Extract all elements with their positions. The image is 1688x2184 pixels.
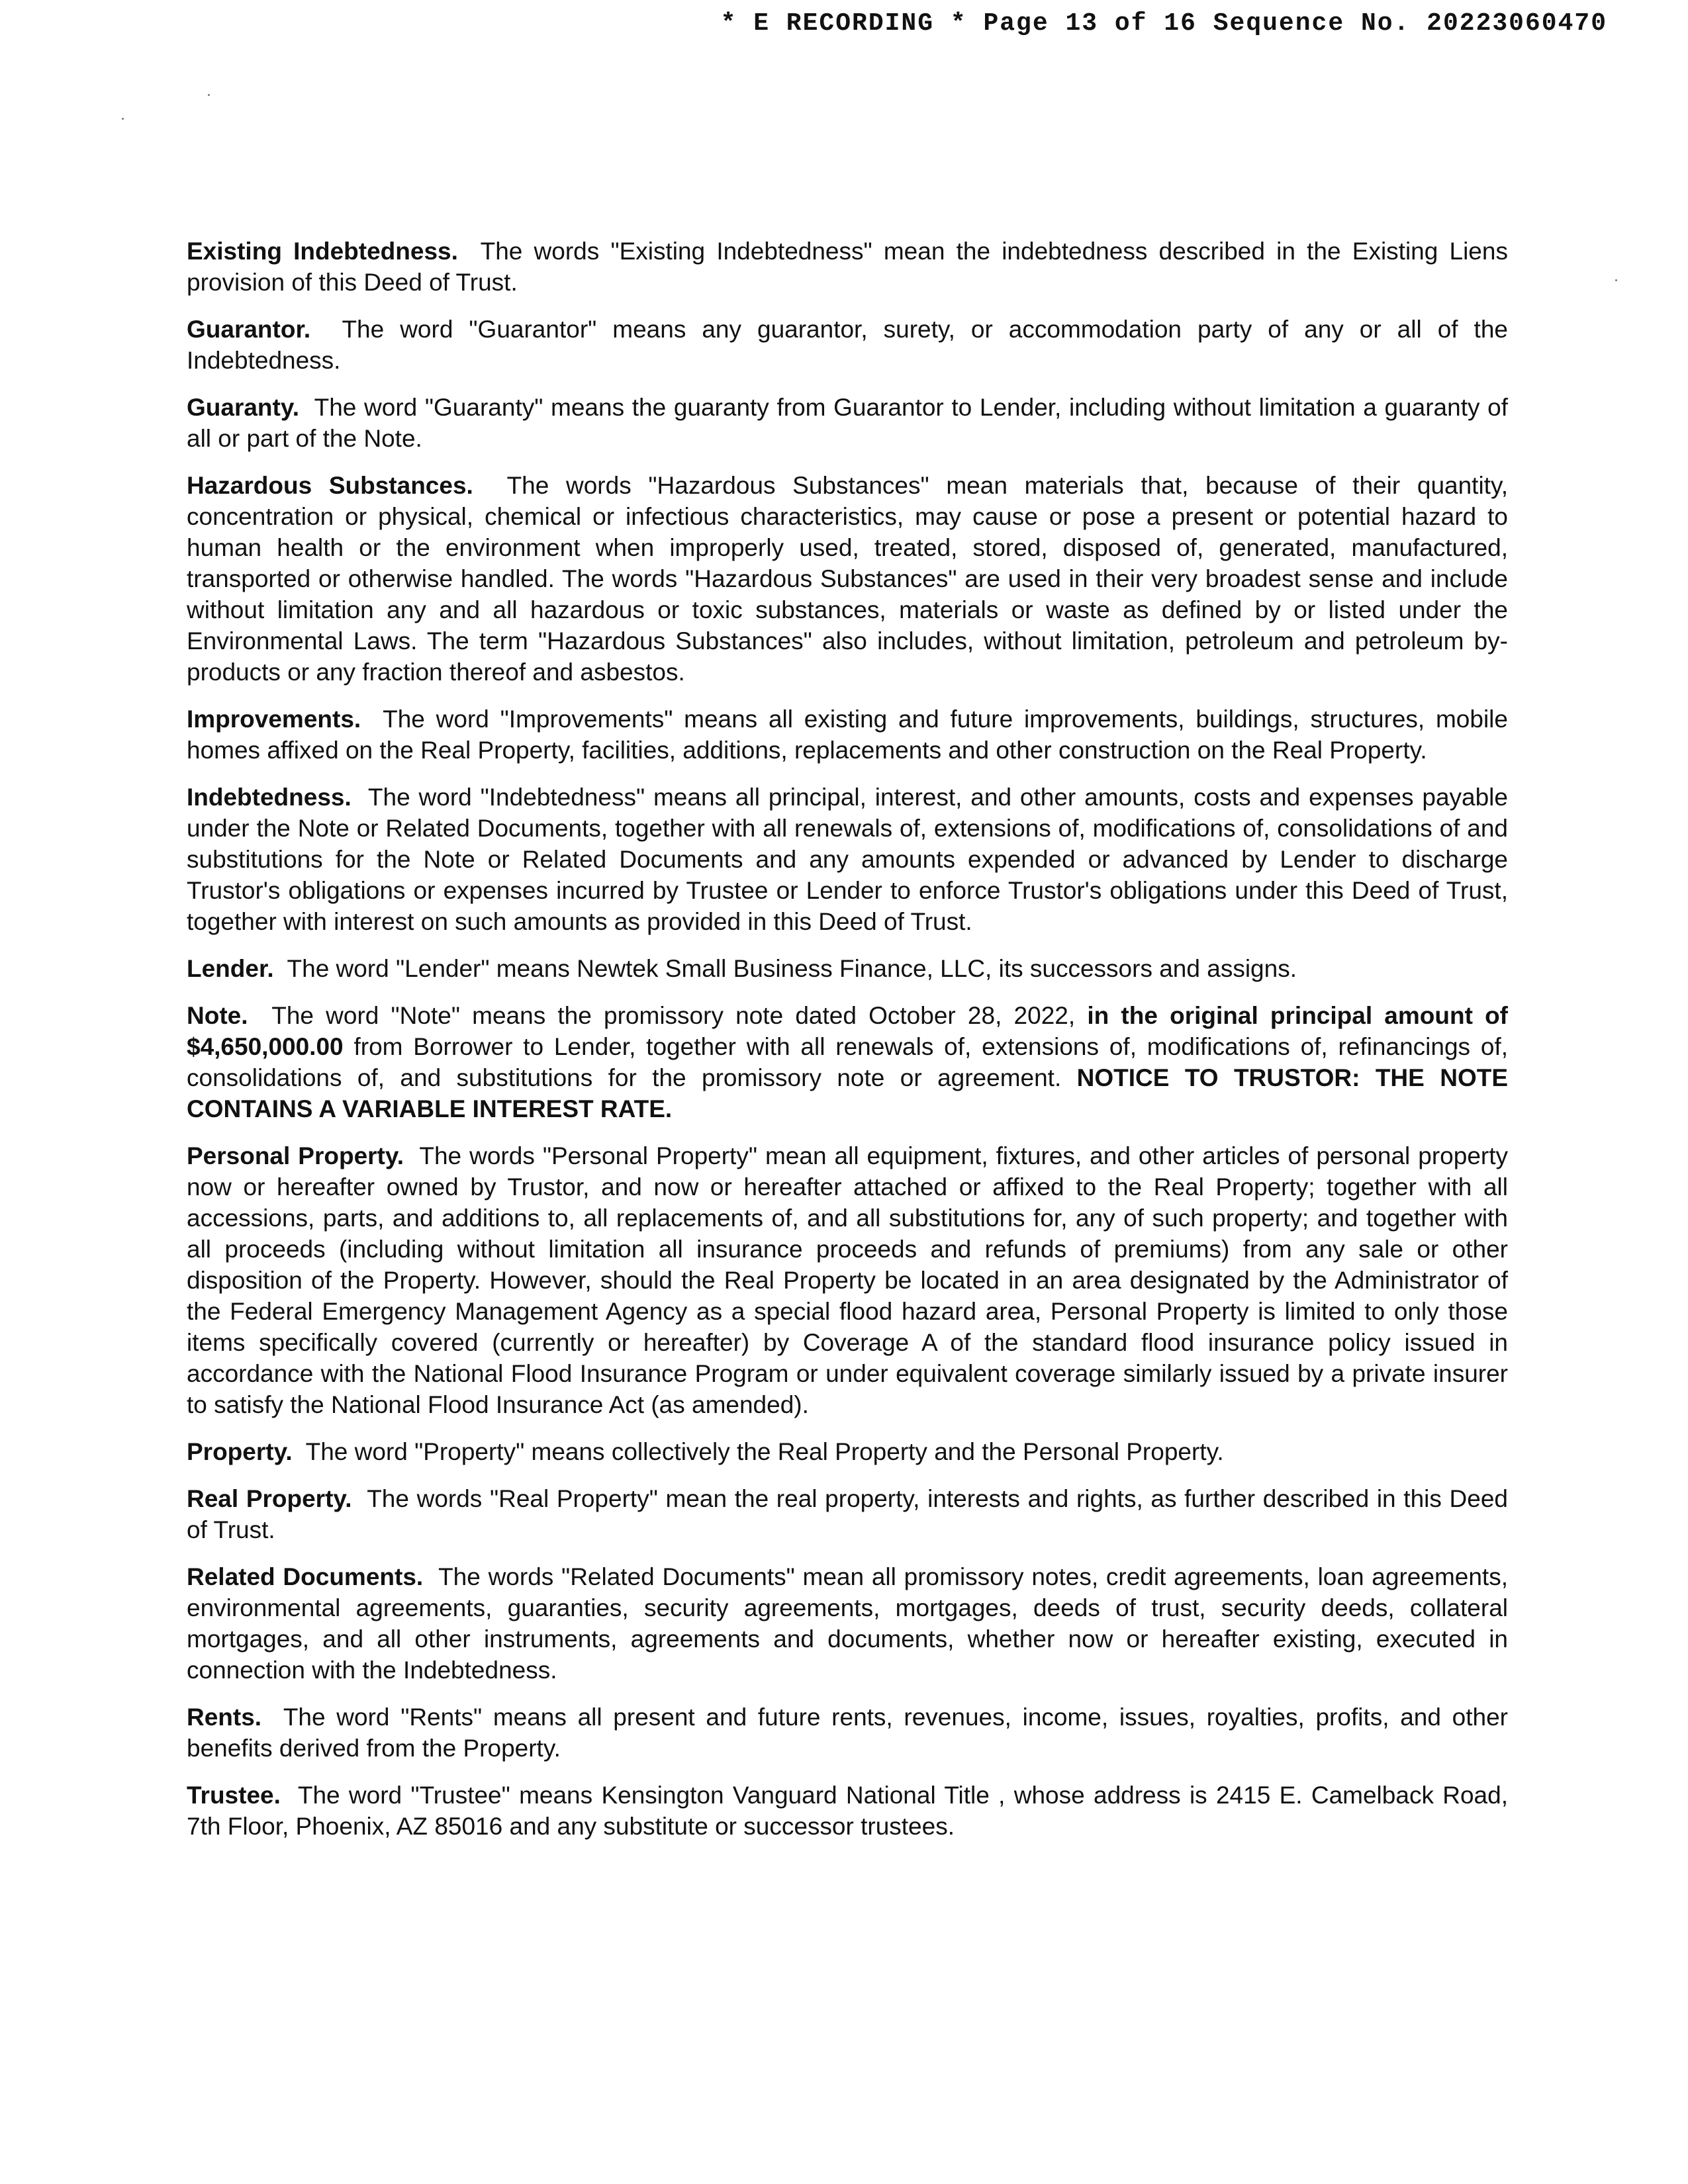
principal-amount-text: in the original principal amount of $4,650,000.00 <box>187 1002 1509 1060</box>
definition-term: Guarantor. <box>187 316 311 343</box>
definition-term: Rents. <box>187 1704 262 1731</box>
scan-speck <box>122 118 124 120</box>
scan-speck <box>208 94 210 96</box>
definition-text: The words "Real Property" mean the real property, interests and rights, as further described in this Deed of Trust. <box>187 1485 1508 1543</box>
definition-term: Related Documents. <box>187 1563 424 1590</box>
scan-speck <box>1615 279 1617 281</box>
definition-term: Note. <box>187 1002 248 1029</box>
definition-text: The word "Improvements" means all existing and future improvements, buildings, structures, mobile homes affixed on the Real Property, facilities, additions, replacements and other construction on the Real Property. <box>187 705 1508 764</box>
definition-term: Indebtedness. <box>187 784 352 811</box>
definition-personal-property <box>187 1140 1508 1420</box>
definition-text: The words "Hazardous Substances" mean materials that, because of their quantity, concentration or physical, chemical or infectious characteristics, may cause or pose a present or potential hazard to human health or the environment when improperly used, treated, stored, disposed of, generated, manufactured, transported or otherwise handled. The words "Hazardous Substances" are used in their very broadest sense and include without limitation any and all hazardous or toxic substances, materials or waste as defined by or listed under the Environmental Laws. The term "Hazardous Substances" also includes, without limitation, petroleum and petroleum by-products or any fraction thereof and asbestos. <box>187 472 1508 686</box>
definition-trustee <box>187 1780 1508 1842</box>
definition-note <box>187 1000 1508 1124</box>
definition-term: Property. <box>187 1438 293 1465</box>
definition-term: Real Property. <box>187 1485 352 1512</box>
definition-text: The word "Trustee" means Kensington Vanguard National Title , whose address is 2415 E. Camelback Road, 7th Floor, Phoenix, AZ 85016 and any substitute or successor trustees. <box>187 1782 1508 1840</box>
definitions-body <box>187 236 1508 1858</box>
definition-indebtedness <box>187 782 1508 937</box>
definition-text: The word "Indebtedness" means all principal, interest, and other amounts, costs and expenses payable under the Note or Related Documents, together with all renewals of, extensions of, modifications of, consolidations of and substitutions for the Note or Related Documents and any amounts expended or advanced by Lender to discharge Trustor's obligations or expenses incurred by Trustee or Lender to enforce Trustor's obligations under this Deed of Trust, together with interest on such amounts as provided in this Deed of Trust. <box>187 784 1508 935</box>
definition-text: from Borrower to Lender, together with all renewals of, extensions of, modifications of, refinancings of, consolidations of, and substitutions for the promissory note or agreement. <box>187 1033 1509 1091</box>
definition-term: Personal Property. <box>187 1142 404 1169</box>
definition-text: The words "Existing Indebtedness" mean the indebtedness described in the Existing Liens provision of this Deed of Trust. <box>187 238 1508 296</box>
definition-related-documents <box>187 1561 1508 1686</box>
definition-term: Guaranty. <box>187 394 299 421</box>
definition-existing-indebtedness <box>187 236 1508 298</box>
definition-guarantor <box>187 314 1508 376</box>
definition-text: The word "Note" means the promissory note dated October 28, 2022, <box>271 1002 1076 1029</box>
definition-text: The word "Property" means collectively the Real Property and the Personal Property. <box>305 1438 1224 1465</box>
definition-text: The word "Lender" means Newtek Small Business Finance, LLC, its successors and assigns. <box>287 955 1297 982</box>
definition-term: Lender. <box>187 955 274 982</box>
definition-text: The word "Guarantor" means any guarantor, surety, or accommodation party of any or all of the Indebtedness. <box>187 316 1508 374</box>
definition-lender <box>187 953 1508 984</box>
definition-rents <box>187 1702 1508 1764</box>
definition-guaranty <box>187 392 1508 454</box>
definition-term: Existing Indebtedness. <box>187 238 458 265</box>
definition-term: Trustee. <box>187 1782 281 1809</box>
recording-header: * E RECORDING * Page 13 of 16 Sequence No. 20223060470 <box>720 9 1607 38</box>
definition-text: The words "Related Documents" mean all promissory notes, credit agreements, loan agreements, environmental agreements, guaranties, security agreements, mortgages, deeds of trust, security deeds, collateral mortgages, and all other instruments, agreements and documents, whether now or hereafter existing, executed in connection with the Indebtedness. <box>187 1563 1508 1684</box>
definition-term: Hazardous Substances. <box>187 472 473 499</box>
definition-text: The word "Guaranty" means the guaranty from Guarantor to Lender, including without limitation a guaranty of all or part of the Note. <box>187 394 1508 452</box>
definition-text: The word "Rents" means all present and future rents, revenues, income, issues, royalties, profits, and other benefits derived from the Property. <box>187 1704 1508 1762</box>
definition-term: Improvements. <box>187 705 361 733</box>
definition-real-property <box>187 1483 1508 1545</box>
definition-text: The words "Personal Property" mean all equipment, fixtures, and other articles of personal property now or hereafter owned by Trustor, and now or hereafter attached or affixed to the Real Property; together with all accessions, parts, and additions to, all replacements of, and all substitutions for, any of such property; and together with all proceeds (including without limitation all insurance proceeds and refunds of premiums) from any sale or other disposition of the Property. However, should the Real Property be located in an area designated by the Administrator of the Federal Emergency Management Agency as a special flood hazard area, Personal Property is limited to only those items specifically covered (currently or hereafter) by Coverage A of the standard flood insurance policy issued in accordance with the National Flood Insurance Program or under equivalent coverage similarly issued by a private insurer to satisfy the National Flood Insurance Act (as amended). <box>187 1142 1508 1418</box>
variable-rate-notice: NOTICE TO TRUSTOR: THE NOTE CONTAINS A VARIABLE INTEREST RATE. <box>187 1064 1509 1122</box>
definition-hazardous-substances <box>187 470 1508 688</box>
definition-property <box>187 1436 1508 1467</box>
definition-improvements <box>187 704 1508 766</box>
